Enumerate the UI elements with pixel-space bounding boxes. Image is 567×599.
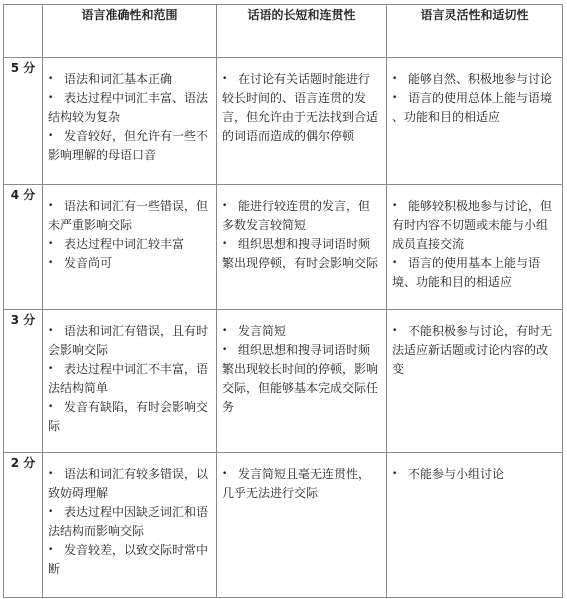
score-label: 4 分 (4, 185, 43, 310)
criteria-item (222, 322, 380, 341)
criteria-item (48, 503, 210, 541)
criteria-text: 语言的使用总体上能与语境 、功能和目的相适应 (392, 91, 553, 124)
criteria-item (48, 398, 210, 436)
criteria-text: 表达过程中因缺乏词汇和语法结构而影响交际 (48, 505, 209, 538)
criteria-item (222, 70, 380, 146)
criteria-cell (387, 310, 563, 453)
criteria-text: 表达过程中词汇较丰富 (64, 237, 185, 251)
criteria-item (392, 197, 556, 254)
criteria-item (48, 322, 210, 360)
criteria-text: 组织思想和搜寻词语时频繁出现较长时间的停顿，影响交际，但能够基本完成交际任务 (222, 343, 379, 414)
score-row (4, 58, 563, 185)
criteria-text: 发言简短 (238, 324, 287, 338)
bullet-icon: • (222, 201, 228, 211)
bullet-icon: • (392, 201, 398, 211)
criteria-text: 表达过程中词汇丰富、语法结构较为复杂 (48, 91, 209, 124)
score-row (4, 185, 563, 310)
bullet-icon: • (48, 469, 54, 479)
criteria-text: 表达过程中词汇不丰富，语法结构简单 (48, 362, 209, 395)
header-row (4, 5, 563, 58)
criteria-cell (217, 58, 387, 185)
criteria-text: 组织思想和搜寻词语时频繁出现停顿，有时会影响交际 (222, 237, 379, 270)
criteria-text: 发音较差，以致交际时常中断 (48, 543, 209, 576)
criteria-cell (387, 58, 563, 185)
score-label: 3 分 (4, 310, 43, 453)
criteria-item (48, 70, 210, 89)
criteria-text: 发音尚可 (64, 256, 113, 270)
criteria-text: 发言简短且毫无连贯性，几乎无法进行交际 (222, 467, 371, 500)
criteria-item (222, 465, 380, 503)
bullet-icon: • (392, 93, 398, 103)
criteria-text: 不能积极参与讨论，有时无法适应新话题或讨论内容的改变 (392, 324, 553, 376)
criteria-item (48, 89, 210, 127)
criteria-text: 能进行较连贯的发言，但多数发言较简短 (222, 199, 371, 232)
criteria-cell (43, 310, 217, 453)
criteria-item (392, 254, 556, 292)
criteria-text: 语法和词汇有一些错误，但未严重影响交际 (48, 199, 209, 232)
bullet-icon: • (222, 326, 228, 336)
bullet-icon: • (392, 469, 398, 479)
bullet-icon: • (48, 93, 54, 103)
bullet-icon: • (48, 545, 54, 555)
bullet-icon: • (222, 469, 228, 479)
criteria-item (392, 465, 556, 484)
criteria-item (48, 465, 210, 503)
criteria-item (392, 70, 556, 89)
bullet-icon: • (222, 239, 228, 249)
bullet-icon: • (48, 239, 54, 249)
criteria-cell (217, 453, 387, 598)
criteria-cell (43, 185, 217, 310)
bullet-icon: • (392, 326, 398, 336)
bullet-icon: • (392, 258, 398, 268)
criteria-cell (217, 185, 387, 310)
bullet-icon: • (48, 507, 54, 517)
score-label: 5 分 (4, 58, 43, 185)
criteria-item (222, 235, 380, 273)
header-flexibility-appropriateness: 语言灵活性和适切性 (387, 5, 563, 58)
criteria-item (48, 541, 210, 579)
criteria-item (48, 254, 210, 273)
header-corner (4, 5, 43, 58)
bullet-icon: • (48, 326, 54, 336)
bullet-icon: • (48, 364, 54, 374)
criteria-item (48, 360, 210, 398)
criteria-text: 发音较好，但允许有一些不影响理解的母语口音 (48, 129, 209, 162)
criteria-item (392, 89, 556, 127)
bullet-icon: • (48, 131, 54, 141)
bullet-icon: • (48, 402, 54, 412)
criteria-text: 语法和词汇有错误，且有时会影响交际 (48, 324, 209, 357)
criteria-text: 语法和词汇有较多错误，以致妨碍理解 (48, 467, 209, 500)
criteria-text: 语言的使用基本上能与语境、功能和目的相适应 (392, 256, 541, 289)
criteria-text: 不能参与小组讨论 (408, 467, 505, 481)
criteria-item (392, 322, 556, 379)
criteria-item (48, 235, 210, 254)
criteria-cell (387, 185, 563, 310)
criteria-text: 在讨论有关话题时能进行较长时间的、语言连贯的发言，但允许由于无法找到合适的词语而造成的偶尔停顿 (222, 72, 379, 143)
criteria-cell (43, 58, 217, 185)
criteria-cell (387, 453, 563, 598)
criteria-cell (43, 453, 217, 598)
criteria-item (48, 127, 210, 165)
criteria-text: 能够自然、积极地参与讨论 (408, 72, 553, 86)
score-row (4, 310, 563, 453)
criteria-text: 发音有缺陷，有时会影响交际 (48, 400, 209, 433)
bullet-icon: • (392, 74, 398, 84)
bullet-icon: • (222, 74, 228, 84)
bullet-icon: • (48, 74, 54, 84)
criteria-item (222, 341, 380, 417)
header-length-coherence: 话语的长短和连贯性 (217, 5, 387, 58)
criteria-cell (217, 310, 387, 453)
criteria-item (48, 197, 210, 235)
rubric-body (4, 58, 563, 598)
header-accuracy-range: 语言准确性和范围 (43, 5, 217, 58)
criteria-text: 能够较积极地参与讨论，但有时内容不切题或未能与小组成员直接交流 (392, 199, 553, 251)
score-row (4, 453, 563, 598)
bullet-icon: • (222, 345, 228, 355)
bullet-icon: • (48, 258, 54, 268)
criteria-text: 语法和词汇基本正确 (64, 72, 173, 86)
criteria-item (222, 197, 380, 235)
rubric-table (3, 4, 563, 598)
bullet-icon: • (48, 201, 54, 211)
score-label: 2 分 (4, 453, 43, 598)
